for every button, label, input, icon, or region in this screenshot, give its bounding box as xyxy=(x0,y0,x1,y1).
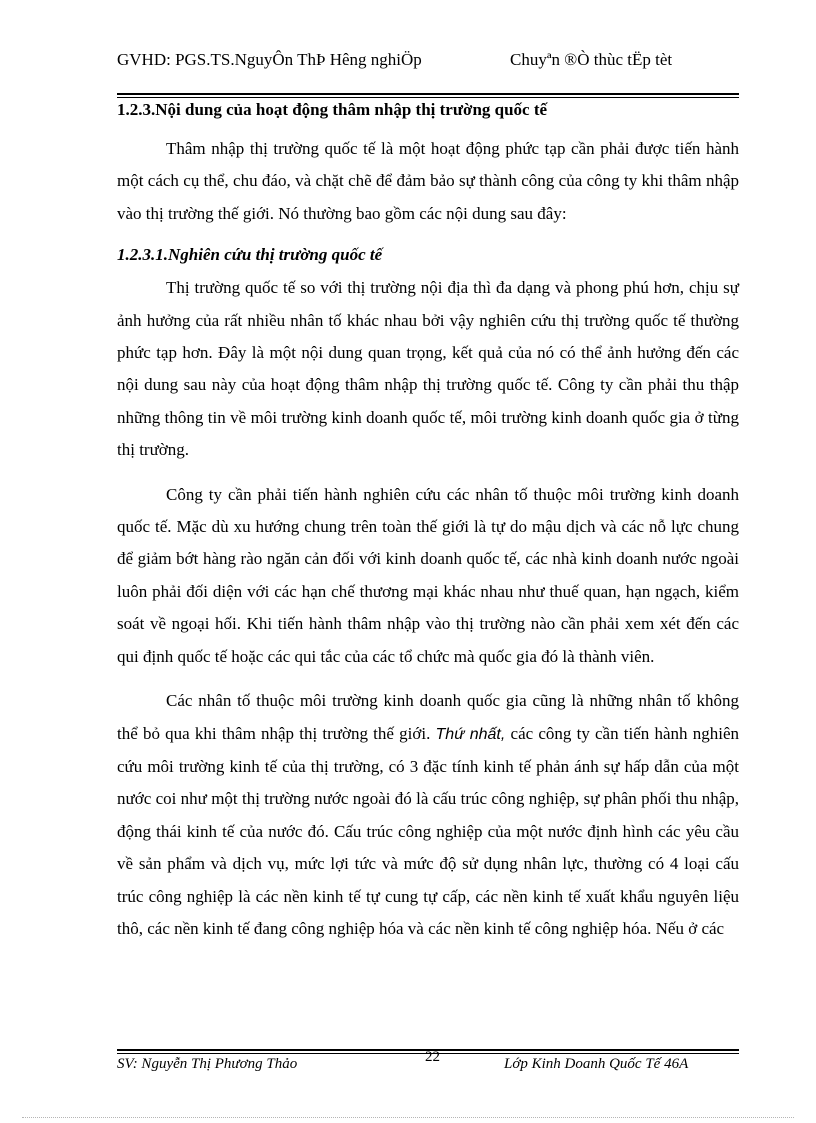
page-header xyxy=(117,50,739,94)
footer-class: Lớp Kinh Doanh Quốc Tế 46A xyxy=(504,1056,689,1072)
paragraph-intro: Thâm nhập thị trường quốc tế là một hoạt động phức tạp cần phải được tiến hành một cách cụ thể, chu đáo, và chặt chẽ để đảm bảo sự thành công của công ty khi thâm nhập vào thị trường thế giới. Nó thường bao gồm các nội dung sau đây: xyxy=(117,139,739,223)
page-boundary-dots xyxy=(22,1117,794,1118)
header-advisor: GVHD: PGS.TS.NguyÔn ThÞ Hêng nghiÖp xyxy=(117,50,422,69)
footer-student: SV: Nguyễn Thị Phương Thảo xyxy=(117,1056,298,1072)
paragraph-national-environment xyxy=(117,685,739,945)
paragraph-market-research: Thị trường quốc tế so với thị trường nội địa thì đa dạng và phong phú hơn, chịu sự ảnh hưởng của rất nhiều nhân tố khác nhau bởi vậy nghiên cứu thị trường quốc tế thường phức tạp hơn. Đây là một nội dung quan trọng, kết quả của nó có thể ảnh hưởng đến các nội dung sau này của hoạt động thâm nhập thị trường quốc tế. Công ty cần phải thu thập những thông tin về môi trường kinh doanh quốc tế, môi trường kinh doanh quốc gia ở từng thị trường. xyxy=(117,278,739,460)
emphasis-text: Thứ nhất, xyxy=(435,725,506,743)
section-heading: 1.2.3.Nội dung của hoạt động thâm nhập thị trường quốc tế xyxy=(117,100,548,119)
paragraph-text: các công ty cần tiến hành nghiên cứu môi trường kinh tế của thị trường, có 3 đặc tính kinh tế phản ánh sự hấp dẫn của một nước coi như một thị trường nước ngoài đó là cấu trúc công nghiệp, sự phân phối thu nhập, động thái kinh tế của nước đó. Cấu trúc công nghiệp của một nước định hình các yêu cầu về sản phẩm và dịch vụ, mức lợi tức và mức độ sử dụng nhân lực, thường có 4 loại cấu trúc công nghiệp là các nền kinh tế tự cung tự cấp, các nền kinh tế xuất khẩu nguyên liệu thô, các nền kinh tế đang công nghiệp hóa và các nền kinh tế công nghiệp hóa. Nếu ở các xyxy=(117,723,739,938)
page-number: 22 xyxy=(425,1049,440,1065)
paragraph-text: Các nhân tố thuộc môi trường kinh doanh quốc gia cũng là những nhân tố không thể bỏ qua khi thâm nhập thị trường thế giới. xyxy=(117,691,739,743)
header-report-title: Chuyªn ®Ò thùc tËp tèt xyxy=(510,50,673,69)
document-body xyxy=(117,99,739,957)
header-rule xyxy=(117,93,739,95)
header-rule-thin xyxy=(117,97,739,98)
subsection-heading: 1.2.3.1.Nghiên cứu thị trường quốc tế xyxy=(117,245,383,265)
paragraph-international-environment: Công ty cần phải tiến hành nghiên cứu các nhân tố thuộc môi trường kinh doanh quốc tế. Mặc dù xu hướng chung trên toàn thế giới là tự do mậu dịch và các nỗ lực chung để giảm bớt hàng rào ngăn cản đối với kinh doanh quốc tế, các nhà kinh doanh nước ngoài luôn phải đối diện với các hạn chế thương mại khác nhau như thuế quan, hạn ngạch, kiểm soát về ngoại hối. Khi tiến hành thâm nhập vào thị trường nào cần phải xem xét đến các qui định quốc tế hoặc các qui tắc của các tổ chức mà quốc gia đó là thành viên. xyxy=(117,484,739,666)
